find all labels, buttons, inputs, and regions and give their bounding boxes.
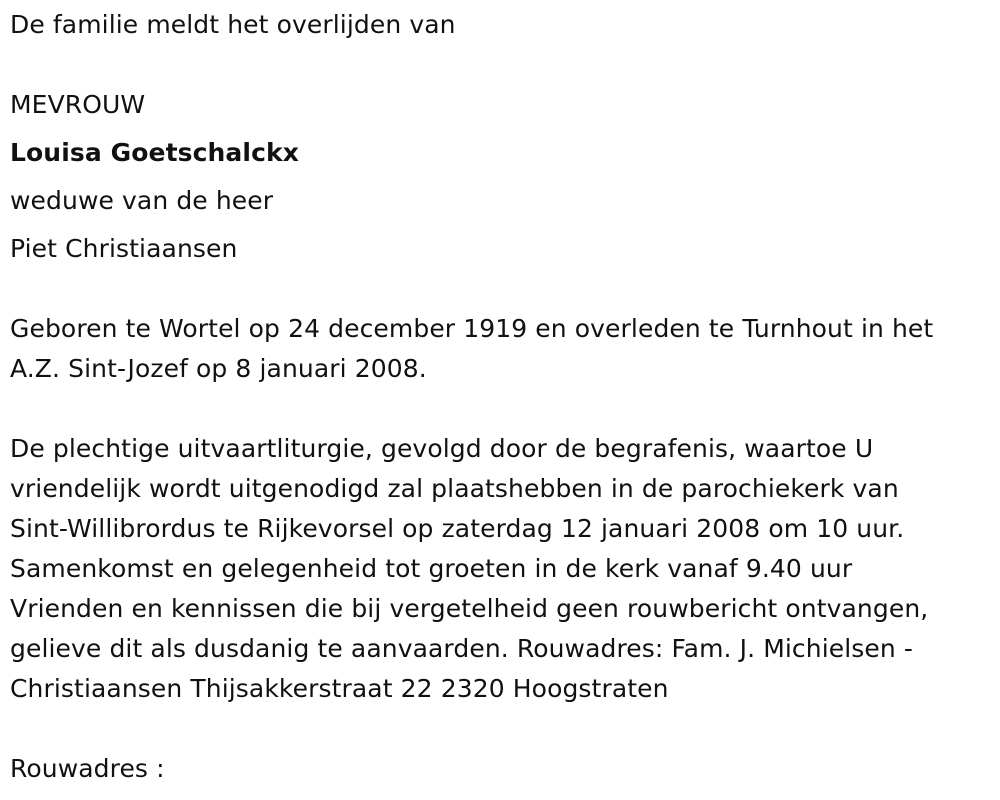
ceremony-line-7: Christiaansen Thijsakkerstraat 22 2320 Hoogstraten bbox=[10, 674, 669, 703]
ceremony-line-2: vriendelijk wordt uitgenodigd zal plaatshebben in de parochiekerk van bbox=[10, 474, 899, 503]
birth-death-line-1: Geboren te Wortel op 24 december 1919 en overleden te Turnhout in het bbox=[10, 314, 934, 343]
ceremony-line-4: Samenkomst en gelegenheid tot groeten in de kerk vanaf 9.40 uur bbox=[10, 554, 853, 583]
deceased-name: Louisa Goetschalckx bbox=[10, 138, 299, 167]
ceremony-line-1: De plechtige uitvaartliturgie, gevolgd door de begrafenis, waartoe U bbox=[10, 434, 874, 463]
birth-death-line-2: A.Z. Sint-Jozef op 8 januari 2008. bbox=[10, 354, 427, 383]
honorific: MEVROUW bbox=[10, 90, 146, 119]
ceremony-line-5: Vrienden en kennissen die bij vergetelheid geen rouwbericht ontvangen, bbox=[10, 594, 929, 623]
relation-line-2: Piet Christiaansen bbox=[10, 234, 238, 263]
ceremony-line-3: Sint-Willibrordus te Rijkevorsel op zaterdag 12 januari 2008 om 10 uur. bbox=[10, 514, 905, 543]
relation-line-1: weduwe van de heer bbox=[10, 186, 274, 215]
mourning-address-label: Rouwadres : bbox=[10, 754, 165, 783]
ceremony-line-6: gelieve dit als dusdanig te aanvaarden. Rouwadres: Fam. J. Michielsen - bbox=[10, 634, 913, 663]
intro-line: De familie meldt het overlijden van bbox=[10, 10, 456, 39]
